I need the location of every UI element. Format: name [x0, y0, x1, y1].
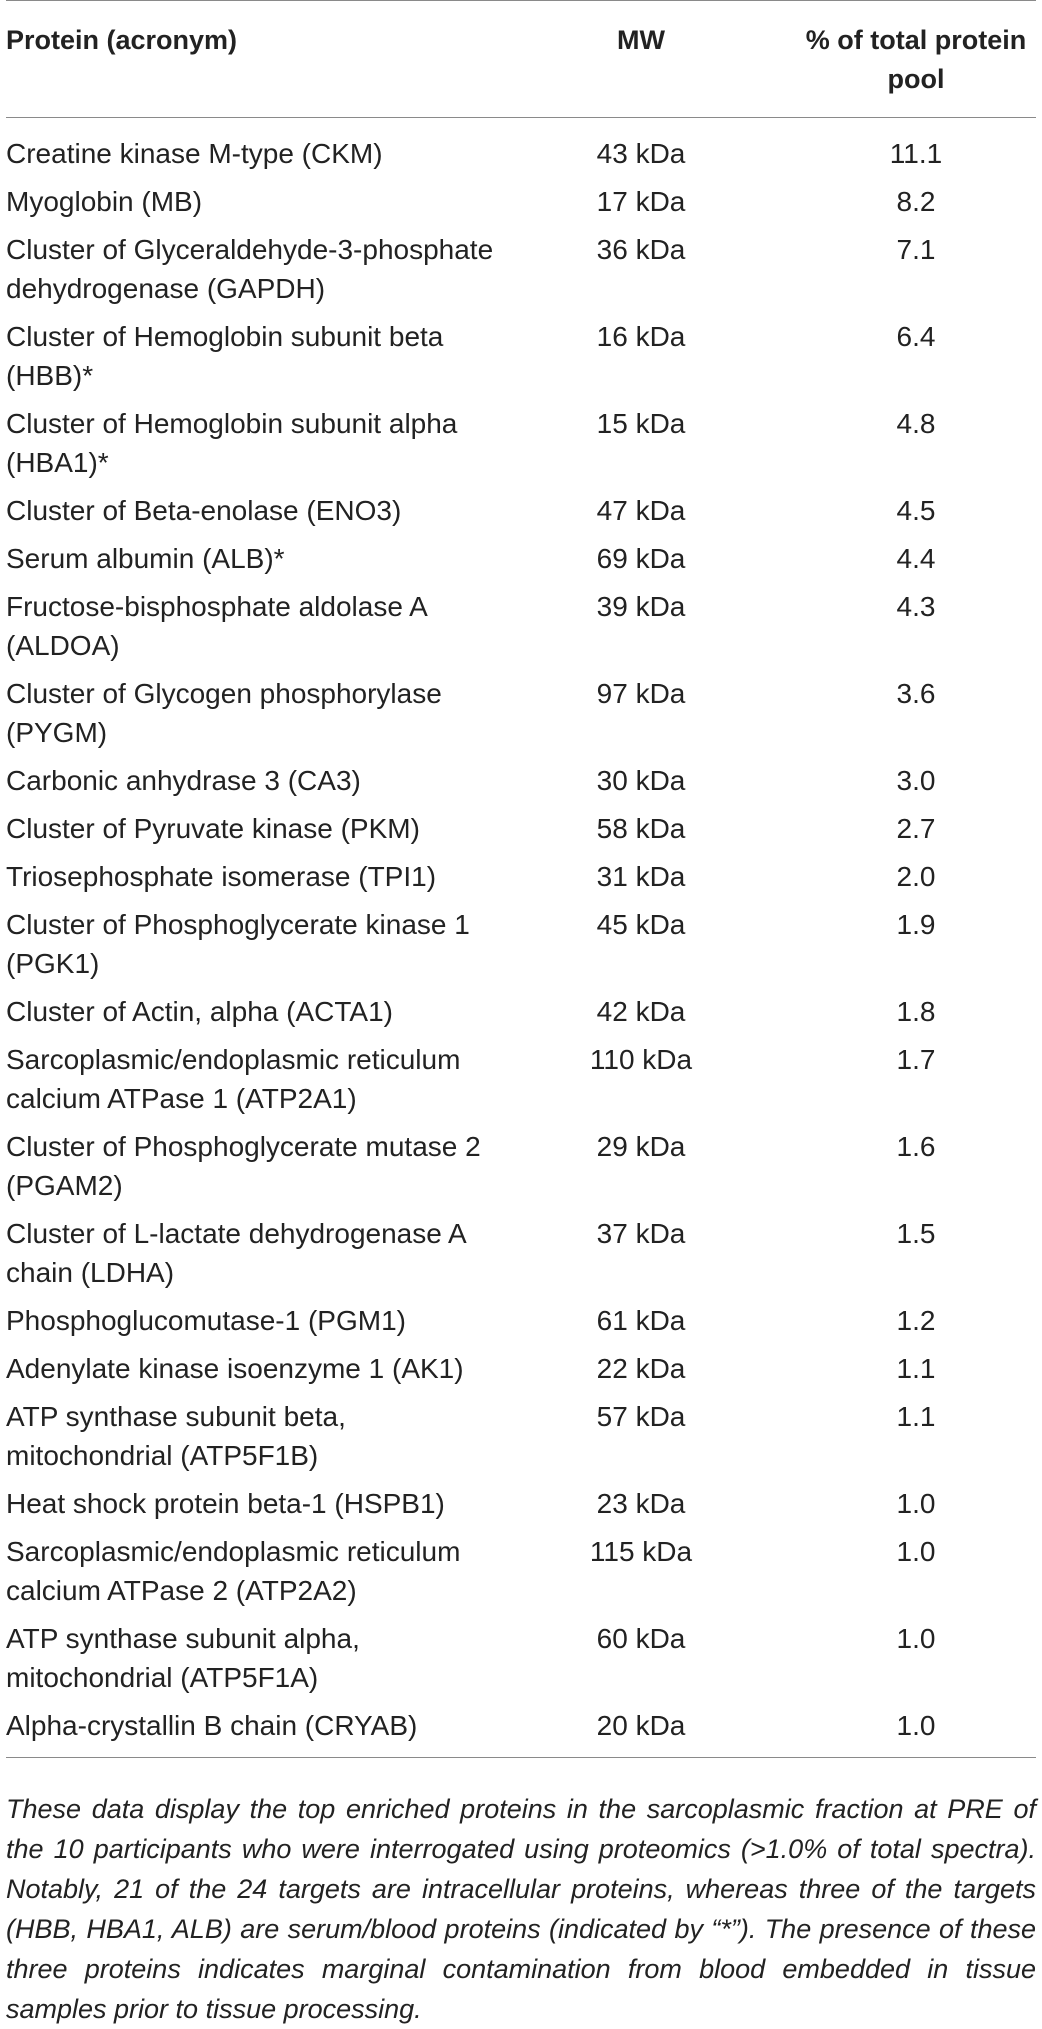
cell-protein: Cluster of Hemoglobin subunit alpha (HBA1)* — [6, 408, 458, 478]
table-row — [6, 486, 1036, 534]
cell-mw: 57 kDa — [596, 1401, 686, 1432]
cell-protein: Cluster of Phosphoglycerate mutase 2 (PGAM2) — [6, 1131, 481, 1201]
cell-percent-total: 1.6 — [896, 1131, 936, 1162]
cell-mw: 16 kDa — [596, 321, 686, 352]
table-row — [6, 900, 1036, 987]
table-row — [6, 1209, 1036, 1296]
cell-percent-total: 1.0 — [896, 1710, 936, 1741]
cell-percent-total: 1.7 — [896, 1044, 936, 1075]
header-mw: MW — [617, 25, 665, 55]
table-row — [6, 669, 1036, 756]
cell-percent-total: 1.1 — [896, 1401, 936, 1432]
cell-protein: Creatine kinase M-type (CKM) — [6, 138, 383, 169]
table-row — [6, 1527, 1036, 1614]
cell-percent-total: 4.8 — [896, 408, 936, 439]
cell-percent-total: 11.1 — [889, 138, 943, 169]
cell-protein: ATP synthase subunit alpha, mitochondrial (ATP5F1A) — [6, 1623, 360, 1693]
cell-percent-total: 8.2 — [896, 186, 936, 217]
cell-protein: Cluster of Glyceraldehyde-3-phosphate dehydrogenase (GAPDH) — [6, 234, 494, 304]
cell-mw: 22 kDa — [596, 1353, 686, 1384]
cell-percent-total: 4.5 — [896, 495, 936, 526]
protein-table — [6, 0, 1036, 1757]
cell-protein: Cluster of Phosphoglycerate kinase 1 (PGK1) — [6, 909, 470, 979]
table-row — [6, 1614, 1036, 1701]
cell-mw: 17 kDa — [596, 186, 686, 217]
table-row — [6, 534, 1036, 582]
table-row — [6, 1701, 1036, 1757]
table-row — [6, 225, 1036, 312]
cell-mw: 47 kDa — [596, 495, 686, 526]
cell-percent-total: 1.2 — [896, 1305, 936, 1336]
cell-mw: 69 kDa — [596, 543, 686, 574]
table-body — [6, 118, 1036, 1758]
cell-mw: 61 kDa — [596, 1305, 686, 1336]
cell-protein: Cluster of Glycogen phosphorylase (PYGM) — [6, 678, 442, 748]
table-row — [6, 987, 1036, 1035]
table-row — [6, 1122, 1036, 1209]
cell-percent-total: 2.0 — [896, 861, 936, 892]
cell-percent-total: 1.0 — [896, 1536, 936, 1567]
table-bottom-rule — [6, 1757, 1036, 1758]
cell-percent-total: 6.4 — [896, 321, 936, 352]
cell-mw: 15 kDa — [596, 408, 686, 439]
cell-protein: Phosphoglucomutase-1 (PGM1) — [6, 1305, 406, 1336]
cell-protein: Cluster of Actin, alpha (ACTA1) — [6, 996, 393, 1027]
cell-protein: Alpha-crystallin B chain (CRYAB) — [6, 1710, 418, 1741]
cell-percent-total: 4.4 — [896, 543, 936, 574]
cell-mw: 37 kDa — [596, 1218, 686, 1249]
table-row — [6, 1479, 1036, 1527]
table-row — [6, 399, 1036, 486]
cell-percent-total: 7.1 — [896, 234, 936, 265]
cell-mw: 60 kDa — [596, 1623, 686, 1654]
cell-mw: 97 kDa — [596, 678, 686, 709]
cell-protein: Heat shock protein beta-1 (HSPB1) — [6, 1488, 445, 1519]
cell-percent-total: 1.8 — [896, 996, 936, 1027]
header-percent-total: % of total protein pool — [805, 25, 1027, 94]
cell-mw: 31 kDa — [596, 861, 686, 892]
cell-mw: 29 kDa — [596, 1131, 686, 1162]
table-row — [6, 582, 1036, 669]
cell-protein: Sarcoplasmic/endoplasmic reticulum calcium ATPase 2 (ATP2A2) — [6, 1536, 461, 1606]
cell-percent-total: 4.3 — [896, 591, 936, 622]
cell-percent-total: 1.0 — [896, 1623, 936, 1654]
table-row — [6, 312, 1036, 399]
cell-protein: Triosephosphate isomerase (TPI1) — [6, 861, 437, 892]
cell-percent-total: 1.0 — [896, 1488, 936, 1519]
table-row — [6, 852, 1036, 900]
cell-protein: Carbonic anhydrase 3 (CA3) — [6, 765, 361, 796]
cell-mw: 43 kDa — [596, 138, 686, 169]
cell-protein: Cluster of Pyruvate kinase (PKM) — [6, 813, 420, 844]
cell-mw: 45 kDa — [596, 909, 686, 940]
cell-protein: Fructose-bisphosphate aldolase A (ALDOA) — [6, 591, 427, 661]
cell-protein: Adenylate kinase isoenzyme 1 (AK1) — [6, 1353, 464, 1384]
cell-percent-total: 2.7 — [896, 813, 936, 844]
table-row — [6, 177, 1036, 225]
table-row — [6, 804, 1036, 852]
table-row — [6, 118, 1036, 178]
table-row — [6, 1296, 1036, 1344]
cell-percent-total: 1.5 — [896, 1218, 936, 1249]
cell-mw: 23 kDa — [596, 1488, 686, 1519]
cell-mw: 42 kDa — [596, 996, 686, 1027]
cell-percent-total: 1.9 — [896, 909, 936, 940]
table-row — [6, 1344, 1036, 1392]
cell-protein: Cluster of L-lactate dehydrogenase A chain (LDHA) — [6, 1218, 466, 1288]
cell-percent-total: 3.6 — [896, 678, 936, 709]
header-row — [6, 1, 1036, 118]
cell-protein: ATP synthase subunit beta, mitochondrial (ATP5F1B) — [6, 1401, 346, 1471]
cell-protein: Sarcoplasmic/endoplasmic reticulum calcium ATPase 1 (ATP2A1) — [6, 1044, 461, 1114]
cell-mw: 39 kDa — [596, 591, 686, 622]
cell-protein: Cluster of Beta-enolase (ENO3) — [6, 495, 402, 526]
cell-mw: 110 kDa — [589, 1044, 693, 1075]
cell-protein: Myoglobin (MB) — [6, 186, 203, 217]
cell-protein: Serum albumin (ALB)* — [6, 543, 285, 574]
cell-percent-total: 1.1 — [896, 1353, 936, 1384]
cell-mw: 20 kDa — [596, 1710, 686, 1741]
cell-mw: 115 kDa — [589, 1536, 693, 1567]
table-row — [6, 1392, 1036, 1479]
table-header — [6, 1, 1036, 118]
cell-mw: 36 kDa — [596, 234, 686, 265]
cell-protein: Cluster of Hemoglobin subunit beta (HBB)* — [6, 321, 444, 391]
table-row — [6, 756, 1036, 804]
cell-percent-total: 3.0 — [896, 765, 936, 796]
cell-mw: 58 kDa — [596, 813, 686, 844]
table-row — [6, 1035, 1036, 1122]
table-footnote: These data display the top enriched proteins in the sarcoplasmic fraction at PRE of the 10 participants who were interrogated using proteomics (>1.0% of total spectra). Notably, 21 of the 24 targets are intracellular proteins, whereas three of the targets (HBB, HBA1, ALB) are serum/blood proteins (indicated by “*”). The presence of these three proteins indicates marginal contamination from blood embedded in tissue samples prior to tissue processing. — [6, 1794, 1036, 2024]
cell-mw: 30 kDa — [596, 765, 686, 796]
header-protein: Protein (acronym) — [6, 25, 238, 55]
